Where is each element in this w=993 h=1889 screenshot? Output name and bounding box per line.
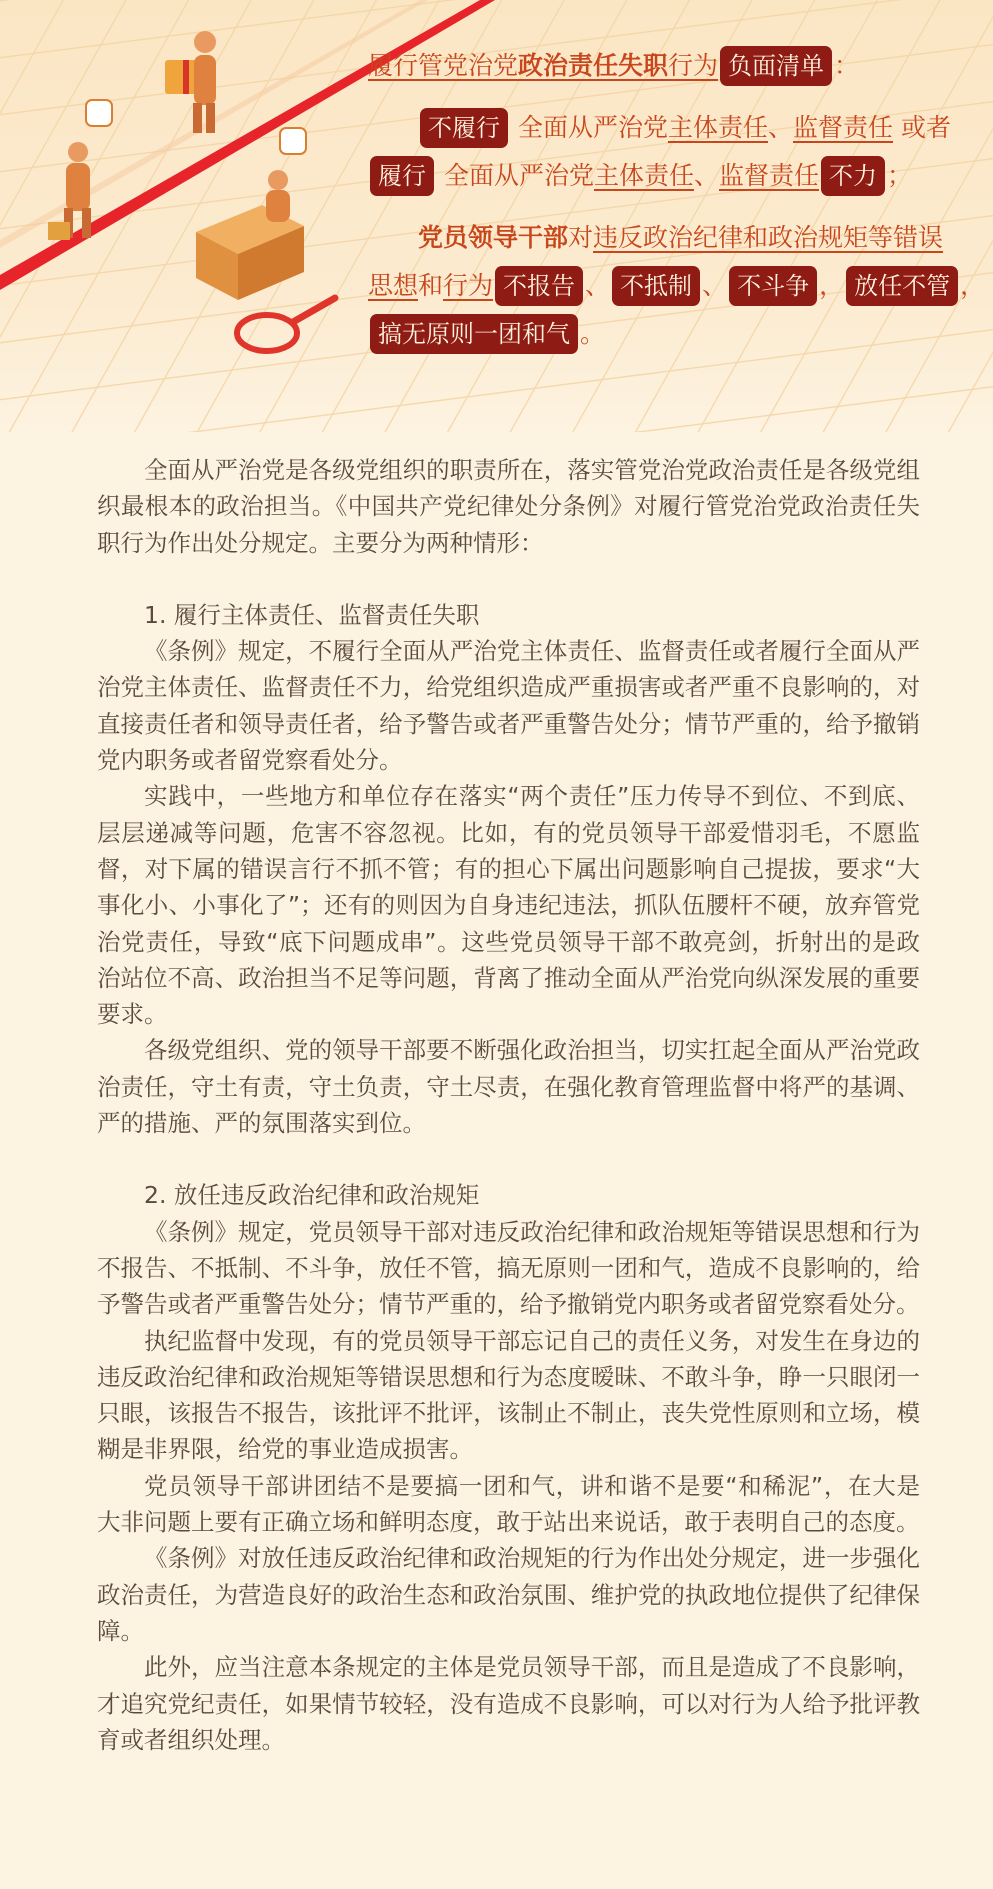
hero-text: 。 — [580, 319, 606, 348]
hero-text: 和 — [418, 271, 444, 300]
badge-perform: 履行 — [370, 156, 434, 196]
hero-text-underline: 监督责任 — [793, 113, 894, 142]
badge-laissez-faire: 放任不管 — [846, 266, 958, 306]
hero-text-underline: 违反政治纪律和政治规矩等错误 — [593, 223, 944, 252]
badge-no-struggle: 不斗争 — [729, 266, 817, 306]
negative-list-summary — [368, 42, 986, 358]
section-2-paragraph: 此外，应当注意本条规定的主体是党员领导干部，而且是造成了不良影响，才追究党纪责任，如果情节较轻，没有造成不良影响，可以对行为人给予批评教育或者组织处理。 — [97, 1653, 920, 1754]
hero-text: ， — [960, 271, 986, 300]
hero-text: 行为 — [668, 51, 719, 80]
article-body — [97, 452, 920, 1758]
badge-unprincipled-harmony: 搞无原则一团和气 — [370, 314, 578, 354]
hero-text: 或者 — [900, 113, 951, 142]
hero-text: 履行管党治党 — [368, 51, 519, 80]
hero-text: ， — [819, 271, 845, 300]
hero-line-5 — [368, 262, 986, 310]
hero-line-6 — [368, 310, 968, 358]
hero-text: 全面从严治党 — [517, 113, 668, 142]
hero-text: 、 — [767, 113, 793, 142]
section-1-heading: 1. 履行主体责任、监督责任失职 — [144, 600, 480, 629]
hero-line-1 — [368, 42, 968, 90]
badge-no-resist: 不抵制 — [612, 266, 700, 306]
hero-text: ： — [834, 51, 860, 80]
section-1-paragraph: 《条例》规定，不履行全面从严治党主体责任、监督责任或者履行全面从严治党主体责任、监督责任不力，给党组织造成严重损害或者严重不良影响的，对直接责任者和领导责任者，给予警告或者严重警告处分；情节严重的，给予撤销党内职务或者留党察看处分。 — [97, 637, 920, 775]
section-2-paragraph: 《条例》对放任违反政治纪律和政治规矩的行为作出处分规定，进一步强化政治责任，为营造良好的政治生态和政治氛围、维护党的执政地位提供了纪律保障。 — [97, 1544, 920, 1645]
hero-text-underline: 行为 — [443, 271, 494, 300]
hero-text-underline: 主体责任 — [593, 161, 694, 190]
negative-list-badge: 负面清单 — [720, 46, 832, 86]
hero-text-underline: 主体责任 — [667, 113, 768, 142]
hero-text: 全面从严治党 — [443, 161, 594, 190]
hero-illustration-banner — [0, 0, 993, 432]
hero-text: 、 — [585, 271, 611, 300]
hero-line-2 — [368, 104, 968, 152]
hero-text: 、 — [693, 161, 719, 190]
section-2-heading: 2. 放任违反政治纪律和政治规矩 — [144, 1181, 480, 1210]
hero-text-bold: 政治责任失职 — [518, 51, 669, 80]
intro-paragraph: 全面从严治党是各级党组织的职责所在，落实管党治党政治责任是各级党组织最根本的政治担当。《中国共产党纪律处分条例》对履行管党治党政治责任失职行为作出处分规定。主要分为两种情形： — [97, 456, 920, 557]
hero-line-4 — [368, 214, 968, 262]
hero-text: ； — [887, 161, 913, 190]
hero-line-3 — [368, 152, 968, 200]
section-2-paragraph: 党员领导干部讲团结不是要搞一团和气，讲和谐不是要“和稀泥”，在大是大非问题上要有正确立场和鲜明态度，敢于站出来说话，敢于表明自己的态度。 — [97, 1471, 920, 1537]
badge-no-report: 不报告 — [495, 266, 583, 306]
section-1-paragraph: 实践中，一些地方和单位存在落实“两个责任”压力传导不到位、不到底、层层递减等问题，危害不容忽视。比如，有的党员领导干部爱惜羽毛，不愿监督，对下属的错误言行不抓不管；有的担心下属出问题影响自己提拔，要求“大事化小、小事化了”；还有的则因为自身违纪违法，抓队伍腰杆不硬，放弃管党治党责任，导致“底下问题成串”。这些党员领导干部不敢亮剑，折射出的是政治站位不高、政治担当不足等问题，背离了推动全面从严治党向纵深发展的重要要求。 — [97, 782, 920, 1029]
hero-text: 对 — [568, 223, 594, 252]
hero-text-underline: 思想 — [368, 271, 419, 300]
section-2-paragraph: 执纪监督中发现，有的党员领导干部忘记自己的责任义务，对发生在身边的违反政治纪律和政治规矩等错误思想和行为态度暧昧、不敢斗争，睁一只眼闭一只眼，该报告不报告，该批评不批评，该制止不制止，丧失党性原则和立场，模糊是非界限，给党的事业造成损害。 — [97, 1326, 920, 1464]
section-1-paragraph: 各级党组织、党的领导干部要不断强化政治担当，切实扛起全面从严治党政治责任，守土有责，守土负责，守土尽责，在强化教育管理监督中将严的基调、严的措施、严的氛围落实到位。 — [97, 1036, 920, 1138]
speech-bubble-icon — [280, 128, 306, 154]
hero-text-bold: 党员领导干部 — [418, 223, 569, 252]
section-2-paragraph: 《条例》规定，党员领导干部对违反政治纪律和政治规矩等错误思想和行为不报告、不抵制、不斗争，放任不管，搞无原则一团和气，造成不良影响的，给予警告或者严重警告处分；情节严重的，给予撤销党内职务或者留党察看处分。 — [97, 1217, 920, 1319]
speech-bubble-icon — [86, 100, 112, 126]
badge-not-perform: 不履行 — [420, 108, 508, 148]
hero-text: 、 — [702, 271, 728, 300]
badge-insufficient: 不力 — [821, 156, 885, 196]
hero-text-underline: 监督责任 — [719, 161, 820, 190]
